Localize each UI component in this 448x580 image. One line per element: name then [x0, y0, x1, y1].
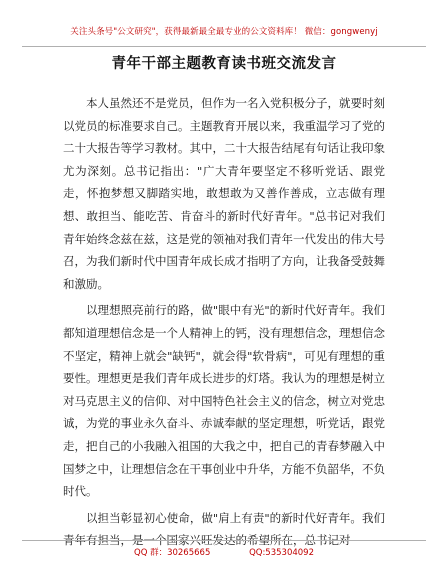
header-banner [22, 12, 426, 47]
document-body [63, 92, 385, 556]
footer-divider [22, 540, 426, 541]
paragraph-2: 以理想照亮前行的路，做"眼中有光"的新时代好青年。我们都知道理想信念是一个人精神上的钙，没有理想信念，理想信念不坚定，精神上就会"缺钙"，就会得"软骨病"，可见有理想的重要性。理想更是我们青年成长进步的灯塔。我认为的理想是树立对马克思主义的信仰、对中国特色社会主义的信念，树立对党忠诚，为党的事业永久奋斗、赤诚奉献的坚定理想，听党话，跟党走，把自己的小我融入祖国的大我之中，把自己的青春梦融入中国梦之中，让理想信念在干事创业中升华，方能不负韶华，不负时代。 [63, 303, 385, 499]
document-title: 青年干部主题教育读书班交流发言 [111, 56, 337, 72]
header-promo-text: 关注头条号"公文研究"，获得最新最全最专业的公文资料库！ 微信：gongwenyj [70, 27, 378, 37]
paragraph-1: 本人虽然还不是党员，但作为一名入党积极分子，就要时刻以党员的标准要求自己。主题教育开展以来，我重温学习了党的二十大报告等学习教材。其中，二十大报告结尾有句话让我印象尤为深刻。总书记指出："广大青年要坚定不移听党话、跟党走，怀抱梦想又脚踏实地，敢想敢为又善作善成，立志做有理想、敢担当、能吃苦、肯奋斗的新时代好青年。"总书记对我们青年始终念兹在兹，这是党的领袖对我们青年一代发出的伟大号召，为我们新时代中国青年成长成才指明了方向，让我备受鼓舞和激励。 [63, 96, 385, 291]
footer-qq-group: QQ 群：30265665 [134, 548, 211, 558]
paragraph-3: 以担当彰显初心使命，做"肩上有责"的新时代好青年。我们青年有担当，是一个国家兴旺发达的希望所在，总书记对 [63, 510, 385, 548]
footer-contact [0, 546, 448, 558]
footer-qq-number: QQ:535304092 [249, 548, 314, 558]
